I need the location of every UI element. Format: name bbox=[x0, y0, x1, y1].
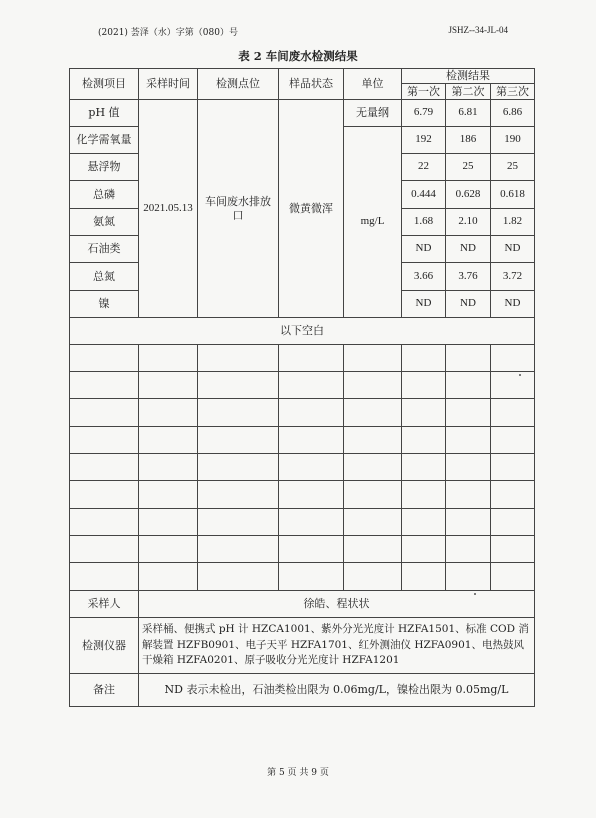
result-cell: 2.10 bbox=[446, 209, 491, 236]
result-cell: 3.76 bbox=[446, 263, 491, 291]
result-cell: ND bbox=[446, 291, 491, 318]
empty-row bbox=[70, 536, 535, 563]
result-cell: 6.81 bbox=[446, 100, 491, 127]
result-cell: 0.444 bbox=[402, 181, 446, 209]
sampler-value: 徐皓、程状状 bbox=[139, 591, 535, 618]
unit-cell: mg/L bbox=[344, 127, 402, 318]
document-number: (2021) 荟泽（水）字第（080）号 bbox=[98, 28, 238, 38]
sample-time: 2021.05.13 bbox=[139, 100, 198, 318]
result-cell: 190 bbox=[491, 127, 535, 154]
result-cell: 1.82 bbox=[491, 209, 535, 236]
item-cell: 悬浮物 bbox=[70, 154, 139, 181]
instruments-value: 采样桶、便携式 pH 计 HZCA1001、紫外分光光度计 HZFA1501、标准 COD 消解装置 HZFB0901、电子天平 HZFA1701、红外测油仪 HZFA0901、电热鼓风干燥箱 HZFA0201、原子吸收分光光度计 HZFA1201 bbox=[139, 618, 535, 674]
result-cell: 0.618 bbox=[491, 181, 535, 209]
result-cell: 25 bbox=[446, 154, 491, 181]
result-cell: 192 bbox=[402, 127, 446, 154]
result-cell: ND bbox=[491, 291, 535, 318]
page-footer: 第 5 页 共 9 页 bbox=[267, 768, 329, 778]
col-header-r2: 第二次 bbox=[446, 84, 491, 100]
col-header-unit: 单位 bbox=[344, 69, 402, 100]
empty-row bbox=[70, 509, 535, 536]
blank-notice: 以下空白 bbox=[70, 318, 535, 345]
blank-notice-row bbox=[70, 318, 535, 345]
result-cell: 6.79 bbox=[402, 100, 446, 127]
sampler-row bbox=[70, 591, 535, 618]
col-header-state: 样品状态 bbox=[279, 69, 344, 100]
empty-row bbox=[70, 372, 535, 399]
result-cell: 3.66 bbox=[402, 263, 446, 291]
remarks-row bbox=[70, 674, 535, 707]
col-header-time: 采样时间 bbox=[139, 69, 198, 100]
empty-row bbox=[70, 563, 535, 591]
unit-cell: 无量纲 bbox=[344, 100, 402, 127]
item-cell: 镍 bbox=[70, 291, 139, 318]
result-cell: ND bbox=[491, 236, 535, 263]
col-header-results: 检测结果 bbox=[402, 69, 535, 84]
table-row bbox=[70, 100, 535, 127]
instruments-row bbox=[70, 618, 535, 674]
empty-row bbox=[70, 345, 535, 372]
instruments-label: 检测仪器 bbox=[70, 618, 139, 674]
empty-row bbox=[70, 399, 535, 427]
col-header-r1: 第一次 bbox=[402, 84, 446, 100]
form-code: JSHZ--34-JL-04 bbox=[448, 25, 508, 35]
result-cell: 3.72 bbox=[491, 263, 535, 291]
item-cell: pH 值 bbox=[70, 100, 139, 127]
col-header-point: 检测点位 bbox=[198, 69, 279, 100]
result-cell: 22 bbox=[402, 154, 446, 181]
table-title: 表 2 车间废水检测结果 bbox=[238, 49, 358, 63]
scan-speck bbox=[519, 374, 521, 376]
remarks-label: 备注 bbox=[70, 674, 139, 707]
result-cell: ND bbox=[446, 236, 491, 263]
sample-state: 微黄微浑 bbox=[279, 100, 344, 318]
result-cell: 1.68 bbox=[402, 209, 446, 236]
col-header-r3: 第三次 bbox=[491, 84, 535, 100]
result-cell: 0.628 bbox=[446, 181, 491, 209]
result-cell: 25 bbox=[491, 154, 535, 181]
item-cell: 化学需氧量 bbox=[70, 127, 139, 154]
result-cell: ND bbox=[402, 291, 446, 318]
item-cell: 石油类 bbox=[70, 236, 139, 263]
result-cell: ND bbox=[402, 236, 446, 263]
empty-row bbox=[70, 481, 535, 509]
item-cell: 总氮 bbox=[70, 263, 139, 291]
empty-row bbox=[70, 454, 535, 481]
result-cell: 186 bbox=[446, 127, 491, 154]
col-header-item: 检测项目 bbox=[70, 69, 139, 100]
scan-speck bbox=[474, 593, 476, 595]
results-table bbox=[69, 68, 535, 707]
sample-point: 车间废水排放口 bbox=[198, 100, 279, 318]
empty-row bbox=[70, 427, 535, 454]
result-cell: 6.86 bbox=[491, 100, 535, 127]
item-cell: 总磷 bbox=[70, 181, 139, 209]
remarks-value: ND 表示未检出，石油类检出限为 0.06mg/L，镍检出限为 0.05mg/L bbox=[139, 674, 535, 707]
item-cell: 氨氮 bbox=[70, 209, 139, 236]
sampler-label: 采样人 bbox=[70, 591, 139, 618]
